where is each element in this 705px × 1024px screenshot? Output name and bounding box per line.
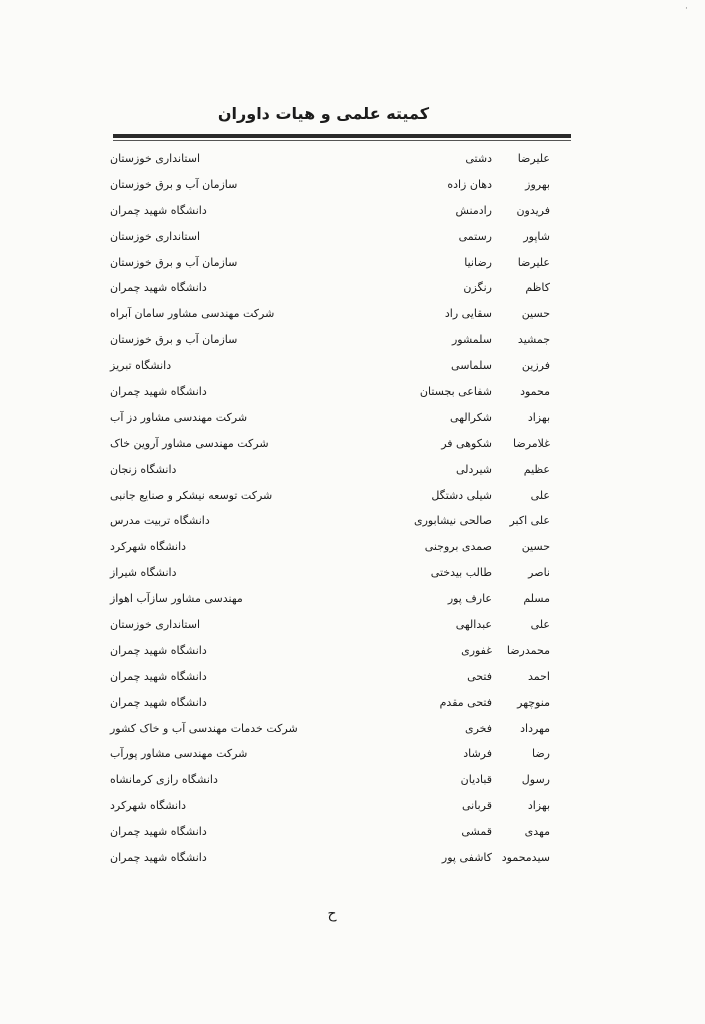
member-row [100,277,580,303]
member-last-name: شکوهی فر [441,436,492,450]
member-first-name: بهزاد [527,410,550,424]
member-row [100,640,580,666]
member-row [100,666,580,692]
member-last-name: فرشاد [463,747,492,761]
member-last-name: دشتی [465,152,492,165]
member-row [100,200,580,226]
member-row [100,821,580,847]
member-last-name: صالحی نیشابوری [413,514,492,528]
members-list [100,148,580,873]
title-underline-thin [113,140,571,141]
member-last-name: غفوری [461,643,492,657]
member-last-name: سلماسی [451,359,492,373]
member-row [100,174,580,200]
member-affiliation: دانشگاه شهید چمران [110,669,207,683]
member-affiliation: شرکت خدمات مهندسی آب و خاک کشور [110,721,298,735]
member-last-name: شیردلی [455,462,492,476]
member-affiliation: استانداری خوزستان [110,618,201,632]
member-last-name: طالب بیدختی [430,566,492,580]
member-first-name: علیرضا [517,152,550,165]
member-first-name: فرزین [521,359,550,373]
member-first-name: مسلم [523,592,550,606]
member-row [100,407,580,433]
member-first-name: جمشید [517,333,550,347]
member-row [100,148,580,174]
member-last-name: رضانیا [464,255,492,269]
member-row [100,510,580,536]
member-first-name: محمدرضا [506,643,550,657]
member-first-name: حسین [521,540,550,554]
member-first-name: منوچهر [517,695,550,709]
member-row [100,433,580,459]
member-affiliation: سازمان آب و برق خوزستان [110,333,238,347]
member-affiliation: دانشگاه شهید چمران [110,851,207,865]
member-row [100,769,580,795]
member-last-name: کاشفی پور [441,851,492,865]
member-last-name: رادمنش [455,203,492,217]
member-first-name: غلامرضا [513,436,550,450]
member-last-name: فخری [464,721,492,735]
member-row [100,252,580,278]
member-last-name: شیلی دشتگل [431,488,492,502]
member-row [100,562,580,588]
member-first-name: بهروز [525,177,550,191]
member-last-name: فتحی [467,669,492,683]
member-first-name: سیدمحمود [501,851,550,865]
member-affiliation: دانشگاه شهید چمران [110,281,207,295]
member-affiliation: استانداری خوزستان [110,229,201,243]
member-last-name: قربانی [462,799,492,813]
member-first-name: کاظم [525,281,550,295]
page-number: ح [327,906,337,922]
member-first-name: رسول [521,773,550,787]
member-affiliation: شرکت مهندسی مشاور پورآب [110,747,248,761]
member-first-name: بهزاد [527,799,550,813]
member-row [100,226,580,252]
member-affiliation: دانشگاه شهید چمران [110,385,207,399]
member-row [100,303,580,329]
member-affiliation: دانشگاه تربیت مدرس [110,514,210,528]
member-affiliation: دانشگاه شهید چمران [110,203,207,217]
member-last-name: شکرالهی [449,410,492,424]
member-affiliation: شرکت مهندسی مشاور سامان آبراه [110,307,275,321]
scan-speck: · [685,4,688,14]
member-first-name: علی [530,618,550,632]
member-last-name: رنگزن [463,281,492,295]
member-first-name: مهدی [524,825,550,839]
member-row [100,355,580,381]
member-first-name: علی اکبر [509,514,550,528]
member-last-name: عبدالهی [455,618,492,632]
member-first-name: محمود [520,385,550,399]
member-first-name: حسین [521,307,550,321]
member-last-name: دهان زاده [447,177,492,191]
member-last-name: سقایی راد [444,307,492,321]
member-row [100,381,580,407]
member-last-name: فتحی مقدم [439,695,492,709]
member-affiliation: دانشگاه زنجان [110,462,177,476]
member-last-name: شفاعی بجستان [419,385,492,399]
member-affiliation: دانشگاه شیراز [110,566,177,580]
member-first-name: ناصر [528,566,550,580]
member-last-name: قمشی [461,825,492,839]
member-affiliation: دانشگاه شهرکرد [110,799,187,813]
member-row [100,588,580,614]
member-affiliation: شرکت مهندسی مشاور آروین خاک [110,436,269,450]
member-first-name: مهرداد [520,721,550,735]
member-first-name: احمد [528,669,550,683]
member-last-name: عارف پور [447,592,492,606]
member-row [100,718,580,744]
member-first-name: رضا [531,747,550,761]
member-row [100,692,580,718]
member-row [100,743,580,769]
member-first-name: فریدون [516,203,550,217]
member-last-name: سلمشور [451,333,492,347]
member-affiliation: دانشگاه شهرکرد [110,540,187,554]
member-row [100,459,580,485]
member-first-name: علی [530,488,550,502]
member-affiliation: شرکت توسعه نیشکر و صنایع جانبی [110,488,273,502]
member-row [100,485,580,511]
member-row [100,614,580,640]
member-affiliation: مهندسی مشاور سازآب اهواز [110,592,243,606]
member-first-name: علیرضا [517,255,550,269]
member-last-name: رستمی [458,229,492,243]
member-first-name: عظیم [523,462,550,476]
member-affiliation: استانداری خوزستان [110,152,201,165]
member-row [100,795,580,821]
member-row [100,329,580,355]
page-title: کمیته علمی و هیات داوران [217,104,429,123]
member-affiliation: سازمان آب و برق خوزستان [110,255,238,269]
member-affiliation: سازمان آب و برق خوزستان [110,177,238,191]
member-affiliation: دانشگاه رازی کرمانشاه [110,773,218,787]
member-affiliation: دانشگاه شهید چمران [110,695,207,709]
member-row [100,847,580,873]
member-first-name: شاپور [523,229,550,243]
member-last-name: قبادیان [460,773,492,787]
member-affiliation: دانشگاه شهید چمران [110,643,207,657]
member-affiliation: دانشگاه شهید چمران [110,825,207,839]
member-last-name: صمدی بروجنی [424,540,492,554]
title-underline-thick [113,134,571,138]
member-affiliation: دانشگاه تبریز [110,359,172,373]
member-row [100,536,580,562]
member-affiliation: شرکت مهندسی مشاور دز آب [110,410,248,424]
